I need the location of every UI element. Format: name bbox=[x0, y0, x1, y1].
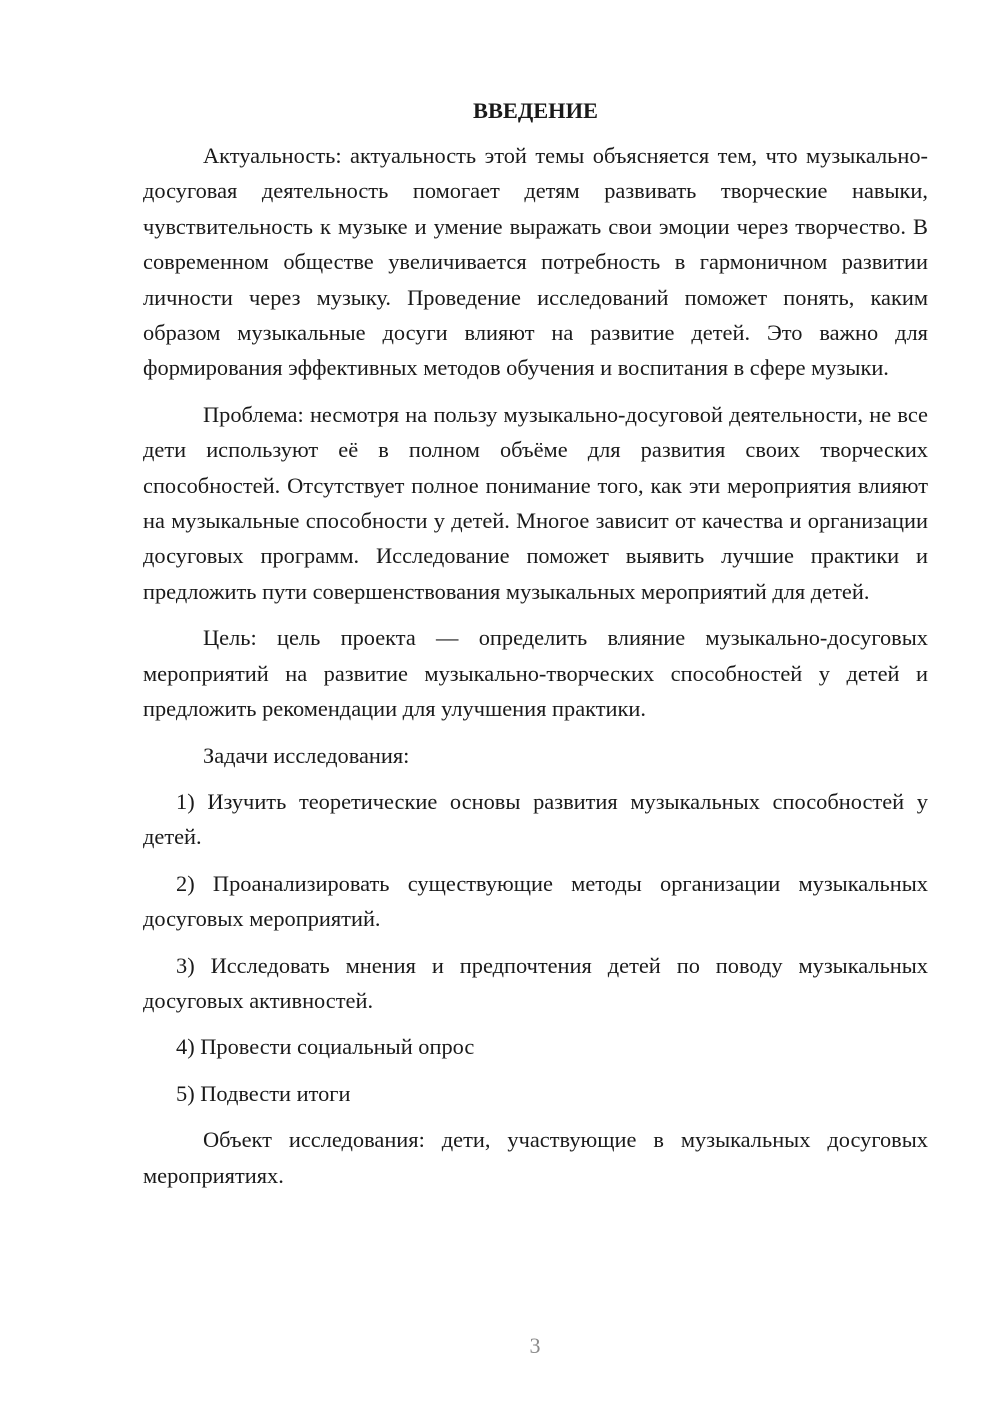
task-item-1: 1) Изучить теоретические основы развития музыкальных способностей у детей. bbox=[143, 788, 928, 850]
task-item-2: 2) Проанализировать существующие методы организации музыкальных досуговых мероприятий. bbox=[143, 870, 928, 932]
goal-paragraph: Цель: цель проекта — определить влияние музыкально-досуговых мероприятий на развитие музыкально-творческих способностей у детей и предложить рекомендации для улучшения практики. bbox=[143, 625, 928, 722]
relevance-paragraph: Актуальность: актуальность этой темы объясняется тем, что музыкально-досуговая деятельность помогает детям развивать творческие навыки, чувствительность к музыке и умение выражать свои эмоции через творчество. В современном обществе увеличивается потребность в гармоничном развитии личности через музыку. Проведение исследований поможет понять, каким образом музыкальные досуги влияют на развитие детей. Это важно для формирования эффективных методов обучения и воспитания в сфере музыки. bbox=[143, 143, 928, 381]
tasks-intro-paragraph: Задачи исследования: bbox=[203, 742, 410, 768]
page-number: 3 bbox=[529, 1333, 541, 1358]
task-item-3: 3) Исследовать мнения и предпочтения детей по поводу музыкальных досуговых активностей. bbox=[143, 952, 928, 1013]
task-item-5: 5) Подвести итоги bbox=[176, 1080, 351, 1106]
object-paragraph: Объект исследования: дети, участвующие в музыкальных досуговых мероприятиях. bbox=[143, 1127, 928, 1188]
problem-paragraph: Проблема: несмотря на пользу музыкально-досуговой деятельности, не все дети используют её в полном объёме для развития своих творческих способностей. Отсутствует полное понимание того, как эти мероприятия влияют на музыкальные способности у детей. Многое зависит от качества и организации досуговых программ. Исследование поможет выявить лучшие практики и предложить пути совершенствования музыкальных мероприятий для детей. bbox=[143, 401, 928, 604]
page-content bbox=[143, 96, 928, 1204]
section-heading: ВВЕДЕНИЕ bbox=[473, 98, 598, 123]
task-item-4: 4) Провести социальный опрос bbox=[176, 1034, 475, 1060]
